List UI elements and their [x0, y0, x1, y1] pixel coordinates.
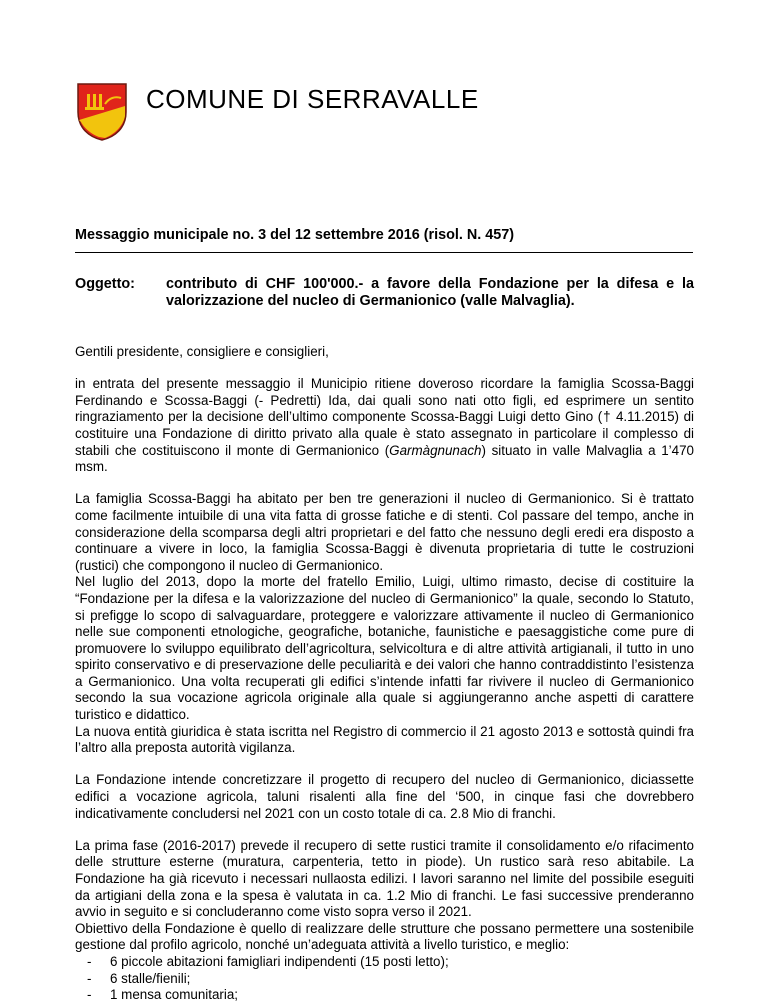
paragraph-family: La famiglia Scossa-Baggi ha abitato per ben tre generazioni il nucleo di Germanionico. Si è trattato come facilmente intuibile di una vita fatta di grosse fatiche e di stenti. Col passare del tempo, anche in considerazione della scomparsa degli altri proprietari e del fatto che nessuno degli eredi era disposto a continuare a vivere in loco, la famiglia Scossa-Baggi è divenuta proprietaria di tutte le costruzioni (rustici) che compongono il nucleo di Germanionico.	[75, 491, 694, 573]
intro-text-a: in entrata del presente messaggio il Municipio ritiene doveroso ricordare la famiglia Scossa-Baggi Ferdinando e Scossa-Baggi (- Pedretti) Ida, dai quali sono nati otto figli, ed esprimere un sentito ringraziamento per la decisione dell’ultimo componente Scossa-Baggi Luigi detto Gino († 4.11.2015) di costituire una Fondazione di diritto privato alla quale è stato assegnato in particolare il complesso di stabili che costituiscono il monte di Germanionico (	[75, 376, 694, 458]
list-dash: -	[87, 953, 92, 969]
paragraph-project: La Fondazione intende concretizzare il progetto di recupero del nucleo di Germanionico, diciassette edifici a vocazione agricola, taluni risalenti alla fine del ‘500, in cinque fasi che dovrebbero indicativamente concludersi nel 2021 con un costo totale di ca. 2.8 Mio di franchi.	[75, 772, 694, 821]
list-item	[75, 971, 694, 988]
intro-text-b: ) situato in valle Malvaglia a 1’470 msm.	[75, 442, 694, 475]
list-item	[75, 987, 694, 1004]
message-title: Messaggio municipale no. 3 del 12 settembre 2016 (risol. N. 457)	[75, 227, 515, 243]
paragraph-intro	[75, 376, 694, 476]
paragraph-phase-one: La prima fase (2016-2017) prevede il recupero di sette rustici tramite il consolidamento e/o rifacimento delle strutture esterne (muratura, carpenteria, tetto in piode). Un rustico sarà reso abitabile. La Fondazione ha già ricevuto i necessari nullaosta edilizi. I lavori saranno nel limite del possibile eseguiti da artigiani della zona e la spesa è valutata in ca. 1.2 Mio di franchi. Le fasi successive prenderanno avvio in seguito e si concluderanno come visto sopra verso il 2021.	[75, 837, 694, 920]
objective-list	[75, 954, 694, 1004]
message-body	[75, 344, 694, 1004]
paragraph-objective: Obiettivo della Fondazione è quello di realizzare delle strutture che possano permettere una sostenibile gestione dal profilo agricolo, nonché un’adeguata attività a livello turistico, e meglio:	[75, 920, 694, 953]
list-dash: -	[87, 987, 92, 1003]
coat-of-arms-icon	[75, 82, 129, 142]
list-item-text: 1 mensa comunitaria;	[110, 987, 239, 1003]
title-divider	[75, 252, 693, 253]
list-item-text: 6 piccole abitazioni famigliari indipendenti (15 posti letto);	[110, 953, 449, 969]
municipality-name: COMUNE DI SERRAVALLE	[146, 84, 479, 114]
list-item-text: 6 stalle/fienili;	[110, 970, 191, 986]
intro-italic-name: Garmàgnunach	[389, 442, 482, 458]
greeting: Gentili presidente, consigliere e consiglieri,	[75, 344, 329, 359]
list-item	[75, 954, 694, 971]
paragraph-foundation: Nel luglio del 2013, dopo la morte del fratello Emilio, Luigi, ultimo rimasto, decise di costituire la “Fondazione per la difesa e la valorizzazione del nucleo di Germanionico” la quale, secondo lo Statuto, si prefigge lo scopo di salvaguardare, proteggere e valorizzare attivamente il nucleo di Germanionico nelle sue componenti etnologiche, geografiche, botaniche, faunistiche e paesaggistiche come pure di promuovere lo sviluppo equilibrato dell’agricoltura, selvicoltura e di altre attività artigianali, il tutto in uno spirito conservativo e di preservazione delle peculiarità e dei valori che hanno contraddistinto l’esistenza a Germanionico. Una volta recuperati gli edifici s’intende infatti far rivivere il nucleo di Germanionico secondo la sua vocazione agricola originale alla quale si aggiungeranno anche aspetti di carattere turistico e didattico.	[75, 574, 694, 723]
list-dash: -	[87, 970, 92, 986]
subject-text: contributo di CHF 100'000.- a favore della Fondazione per la difesa e la valorizzazione del nucleo di Germanionico (valle Malvaglia).	[166, 276, 694, 309]
paragraph-registry: La nuova entità giuridica è stata iscritta nel Registro di commercio il 21 agosto 2013 e sottostà quindi fra l’altro alla preposta autorità vigilanza.	[75, 723, 694, 756]
subject-label: Oggetto:	[75, 276, 135, 292]
